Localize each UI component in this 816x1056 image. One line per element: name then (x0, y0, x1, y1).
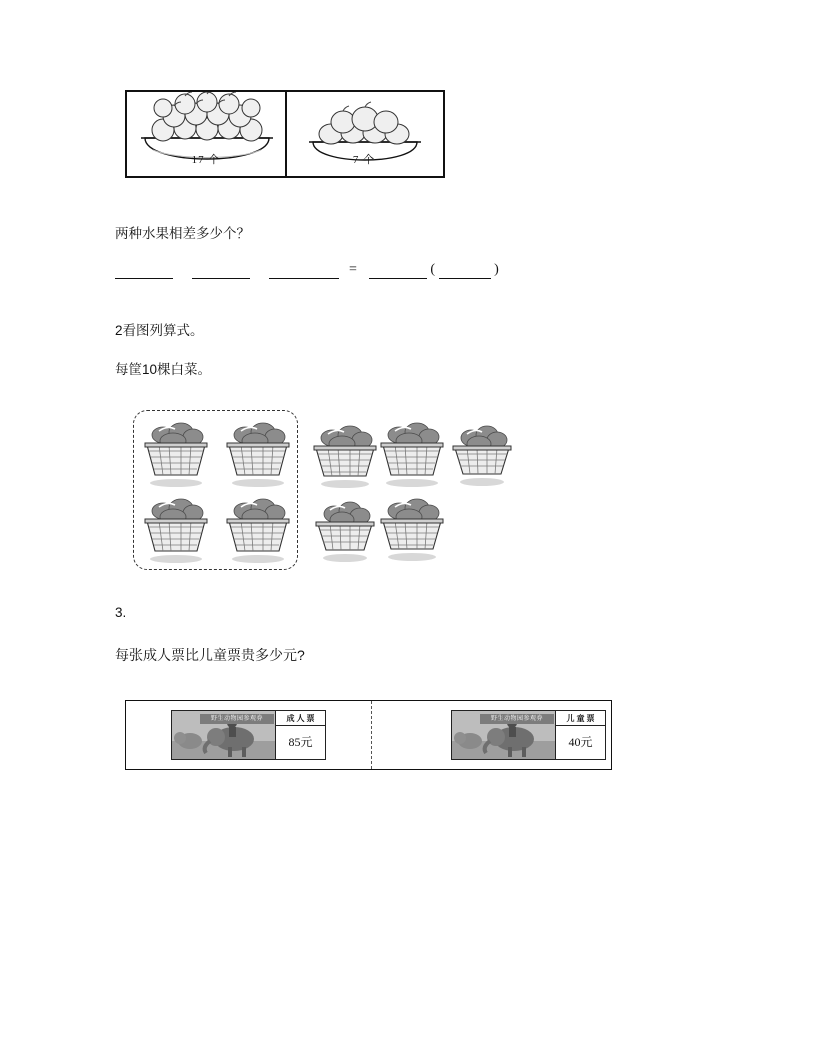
paren-open: ( (430, 262, 436, 277)
adult-ticket-label-area (275, 711, 325, 759)
question2-subprompt: 每筐10棵白菜。 (115, 362, 212, 377)
tickets-figure (125, 700, 612, 770)
cabbage-basket-icon (375, 493, 449, 565)
fruit-comparison-figure (125, 90, 445, 178)
question3-prompt: 每张成人票比儿童票贵多少元? (115, 647, 305, 663)
cabbage-basket-icon (308, 420, 382, 492)
answer-blank-2[interactable] (192, 262, 250, 279)
cabbage-basket-icon (308, 496, 382, 568)
pears-count-label: 7 个 (352, 154, 376, 166)
question3-number: 3. (115, 605, 127, 620)
basket-item (139, 493, 213, 565)
question2-number: 2 (115, 323, 123, 338)
basket-item (308, 496, 382, 568)
adult-ticket-banner: 野生动物园参观券 (200, 714, 274, 724)
child-ticket-kind: 儿 童 票 (556, 712, 605, 726)
adult-ticket-kind: 成 人 票 (276, 712, 325, 726)
adult-ticket (171, 710, 326, 760)
apples-count-label: 17 个 (191, 154, 221, 166)
adult-ticket-price: 85元 (288, 735, 313, 749)
cabbage-basket-icon (445, 420, 519, 492)
basket-item (221, 417, 295, 489)
cabbage-basket-icon (221, 493, 295, 565)
basket-item (445, 420, 519, 492)
cabbage-basket-icon (139, 493, 213, 565)
baskets-figure (125, 405, 545, 580)
tickets-divider (371, 701, 372, 769)
child-ticket (451, 710, 606, 760)
answer-blank-5[interactable] (439, 262, 491, 279)
cabbage-basket-icon (375, 417, 449, 489)
question1-prompt: 两种水果相差多少个？ (115, 226, 250, 241)
answer-blank-3[interactable] (269, 262, 339, 279)
pears-bowl-figure (285, 92, 443, 176)
child-ticket-label-area (555, 711, 605, 759)
question2-heading (115, 319, 204, 339)
basket-item (375, 417, 449, 489)
child-ticket-price: 40元 (568, 735, 593, 749)
question1-answer-line (115, 262, 499, 279)
question2-prompt: 看图列算式。 (122, 323, 204, 338)
apples-bowl-figure (127, 92, 285, 176)
cabbage-basket-icon (221, 417, 295, 489)
basket-item (221, 493, 295, 565)
basket-item (139, 417, 213, 489)
paren-close: ) (494, 262, 499, 277)
equals-sign: = (349, 262, 357, 277)
basket-item (375, 493, 449, 565)
answer-blank-1[interactable] (115, 262, 173, 279)
cabbage-basket-icon (139, 417, 213, 489)
answer-blank-4[interactable] (369, 262, 427, 279)
child-ticket-banner: 野生动物园参观券 (480, 714, 554, 724)
basket-item (308, 420, 382, 492)
